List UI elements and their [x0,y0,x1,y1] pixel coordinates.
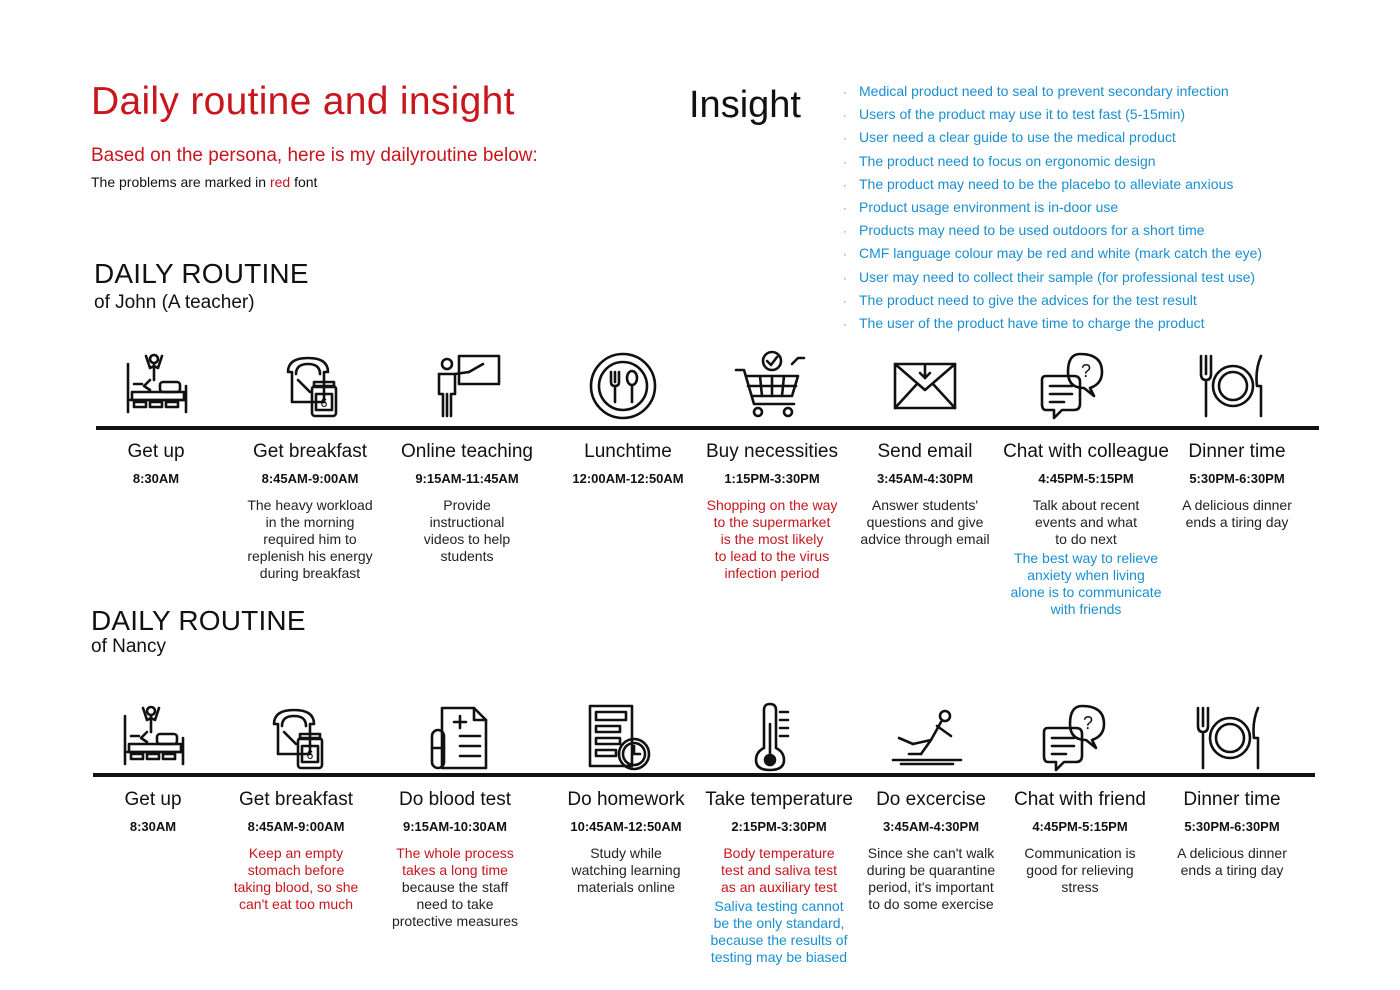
lunch-icon [587,350,659,422]
desc-line: to lead to the virus [714,548,830,564]
routine-item-time: 2:15PM-3:30PM [731,819,827,834]
routine-item-label: Buy necessities [705,441,838,462]
desc-line: testing may be biased [710,949,848,965]
bullet-icon: · [843,156,847,169]
desc-line: to the supermarket [713,514,831,530]
insight-item [843,81,1262,104]
desc-line: ends a tiring day [1185,514,1289,530]
routine-item-time: 4:45PM-5:15PM [1038,471,1134,486]
routine-item-desc [365,879,545,930]
desc-line: The whole process [396,845,514,861]
insight-item-text: CMF language colour may be red and white (mark catch the eye) [859,245,1263,262]
nancy-routine-title: DAILY ROUTINE [91,605,306,636]
problems-note [91,174,317,190]
routine-item-desc [220,497,400,582]
insight-item [843,127,1262,150]
bullet-icon: · [843,203,847,216]
routine-item-label: Dinner time [1188,441,1286,462]
exercise-icon [891,702,963,774]
insight-item [843,104,1262,127]
routine-item-desc-blue [996,550,1176,618]
desc-line: questions and give [866,514,984,530]
routine-item-label: Get breakfast [238,789,354,810]
routine-item-label: Chat with colleague [1003,441,1169,462]
chat-icon [1040,350,1112,422]
desc-line: be the only standard, [713,915,845,931]
routine-item [835,441,1015,548]
desc-line: Talk about recent [1032,497,1140,513]
routine-item-time: 5:30PM-6:30PM [1184,819,1280,834]
routine-item-time: 8:45AM-9:00AM [247,819,345,834]
breakfast-icon [274,350,346,422]
desc-line: alone is to communicate [1010,584,1162,600]
insight-item [843,151,1262,174]
routine-item [66,441,246,493]
routine-item-label: Dinner time [1183,789,1281,810]
thermometer-icon [736,702,808,774]
insight-item [843,220,1262,243]
desc-line: during breakfast [259,565,361,581]
desc-line: as an auxiliary test [721,879,837,895]
blood-test-icon [424,702,496,774]
note-prefix: The problems are marked in [91,174,270,190]
desc-line: infection period [724,565,820,581]
svg-text:?: ? [1080,361,1092,381]
desc-line: period, it's important [868,879,994,895]
routine-item-label: Do homework [567,789,685,810]
routine-item-time: 3:45AM-4:30PM [876,471,974,486]
email-icon [889,350,961,422]
insight-list [843,81,1262,336]
insight-item-text: Product usage environment is in-door use [859,199,1119,216]
bullet-icon: · [843,249,847,262]
desc-line: because the results of [710,932,848,948]
routine-item-time: 8:30AM [129,819,177,834]
routine-item [377,441,557,565]
desc-line: Provide [443,497,491,513]
routine-item-label: Chat with friend [1013,789,1146,810]
routine-item-label: Lunchtime [584,441,672,462]
insight-item-text: The product need to give the advices for the test result [859,291,1197,308]
desc-line: is the most likely [720,531,824,547]
bullet-icon: · [843,272,847,285]
note-red-word: red [269,174,291,190]
insight-item-text: Users of the product may use it to test fast (5-15min) [859,106,1186,123]
routine-item-label: Get up [124,789,182,810]
desc-line: Shopping on the way [706,497,838,513]
desc-line: materials online [576,879,676,895]
desc-line: A delicious dinner [1177,845,1287,861]
desc-line: good for relieving [1026,862,1134,878]
get-up-icon [120,350,192,422]
routine-item-time: 8:45AM-9:00AM [261,471,359,486]
desc-line: advice through email [860,531,990,547]
routine-item-time: 9:15AM-10:30AM [402,819,508,834]
john-timeline [96,426,1319,430]
desc-line: protective measures [391,913,519,929]
desc-line: can't eat too much [239,896,353,912]
routine-item-time: 4:45PM-5:15PM [1032,819,1128,834]
routine-item-desc-red [365,845,545,879]
routine-item-time: 9:15AM-11:45AM [415,471,519,486]
desc-line: videos to help [423,531,511,547]
desc-line: because the staff [401,879,509,895]
desc-line: Since she can't walk [867,845,995,861]
desc-line: stress [1061,879,1099,895]
routine-item-label: Get up [127,441,185,462]
routine-item [1147,441,1327,531]
routine-item-desc [1142,845,1322,879]
desc-line: ends a tiring day [1180,862,1284,878]
john-routine-subtitle: of John (A teacher) [94,292,255,313]
bullet-icon: · [843,87,847,99]
bullet-icon: · [843,179,847,192]
svg-text:6: 6 [320,396,328,410]
desc-line: to do next [1055,531,1117,547]
desc-line: anxiety when living [1027,567,1145,583]
insight-item-text: The product need to focus on ergonomic design [859,152,1156,169]
breakfast-icon [260,702,332,774]
desc-line: during be quarantine [866,862,996,878]
routine-item-label: Do excercise [876,789,986,810]
routine-item-desc [835,497,1015,548]
bullet-icon: · [843,295,847,308]
insight-item-text: The user of the product have time to charge the product [859,315,1205,332]
routine-item [206,789,386,913]
routine-item-desc [377,497,557,565]
insight-item-text: The product may need to be the placebo to alleviate anxious [859,175,1234,192]
desc-line: to do some exercise [868,896,994,912]
insight-item-text: User may need to collect their sample (for professional test use) [859,268,1256,285]
desc-line: taking blood, so she [233,879,359,895]
desc-line: Body temperature [723,845,835,861]
get-up-icon [117,702,189,774]
routine-item [220,441,400,582]
routine-item-desc [1147,497,1327,531]
insight-item [843,290,1262,313]
shopping-cart-icon [734,350,806,422]
insight-item [843,174,1262,197]
routine-item-label: Take temperature [705,789,853,810]
svg-text:6: 6 [306,748,314,762]
desc-line: Study while [590,845,662,861]
insight-title: Insight [689,84,801,126]
page-subtitle: Based on the persona, here is my dailyroutine below: [91,145,538,166]
teaching-icon [431,350,503,422]
desc-line: students [440,548,494,564]
nancy-routine-subtitle: of Nancy [91,636,166,657]
desc-line: in the morning [265,514,355,530]
routine-item-desc-red [206,845,386,913]
routine-item-time: 8:30AM [132,471,180,486]
desc-line: stomach before [247,862,345,878]
bullet-icon: · [843,226,847,239]
desc-line: test and saliva test [721,862,837,878]
routine-item-time: 12:00AM-12:50AM [572,471,684,486]
routine-item [365,789,545,930]
chat-icon [1042,702,1114,774]
desc-line: events and what [1035,514,1137,530]
desc-line: with friends [1050,601,1122,617]
insight-item-text: Medical product need to seal to prevent secondary infection [859,83,1229,99]
desc-line: Answer students' [871,497,979,513]
john-routine-title: DAILY ROUTINE [94,258,309,289]
routine-item-label: Get breakfast [252,441,368,462]
desc-line: need to take [416,896,494,912]
desc-line: The heavy workload [247,497,373,513]
desc-line: replenish his energy [247,548,373,564]
desc-line: instructional [429,514,505,530]
desc-line: takes a long time [402,862,508,878]
desc-line: Keep an empty [248,845,344,861]
routine-item [1142,789,1322,879]
routine-item-time: 3:45AM-4:30PM [882,819,980,834]
routine-item-time: 1:15PM-3:30PM [724,471,820,486]
svg-text:?: ? [1082,713,1094,733]
bullet-icon: · [843,319,847,332]
dinner-icon [1194,702,1266,774]
desc-line: The best way to relieve [1014,550,1158,566]
desc-line: watching learning [571,862,681,878]
routine-item-time: 5:30PM-6:30PM [1189,471,1285,486]
insight-item-text: User need a clear guide to use the medical product [859,129,1176,146]
desc-line: required him to [263,531,357,547]
routine-item-time: 10:45AM-12:50AM [570,819,682,834]
routine-item-label: Do blood test [399,789,511,810]
desc-line: Saliva testing cannot [714,898,844,914]
bullet-icon: · [843,133,847,146]
desc-line: A delicious dinner [1182,497,1292,513]
homework-icon [584,702,656,774]
insight-item [843,243,1262,266]
insight-item [843,313,1262,336]
routine-item-label: Online teaching [400,441,534,462]
page-title: Daily routine and insight [91,80,515,123]
note-suffix: font [290,174,318,190]
bullet-icon: · [843,110,847,123]
desc-line: Communication is [1024,845,1136,861]
dinner-icon [1197,350,1269,422]
routine-item-label: Send email [877,441,973,462]
insight-item [843,197,1262,220]
insight-item-text: Products may need to be used outdoors for a short time [859,222,1205,239]
insight-item [843,267,1262,290]
